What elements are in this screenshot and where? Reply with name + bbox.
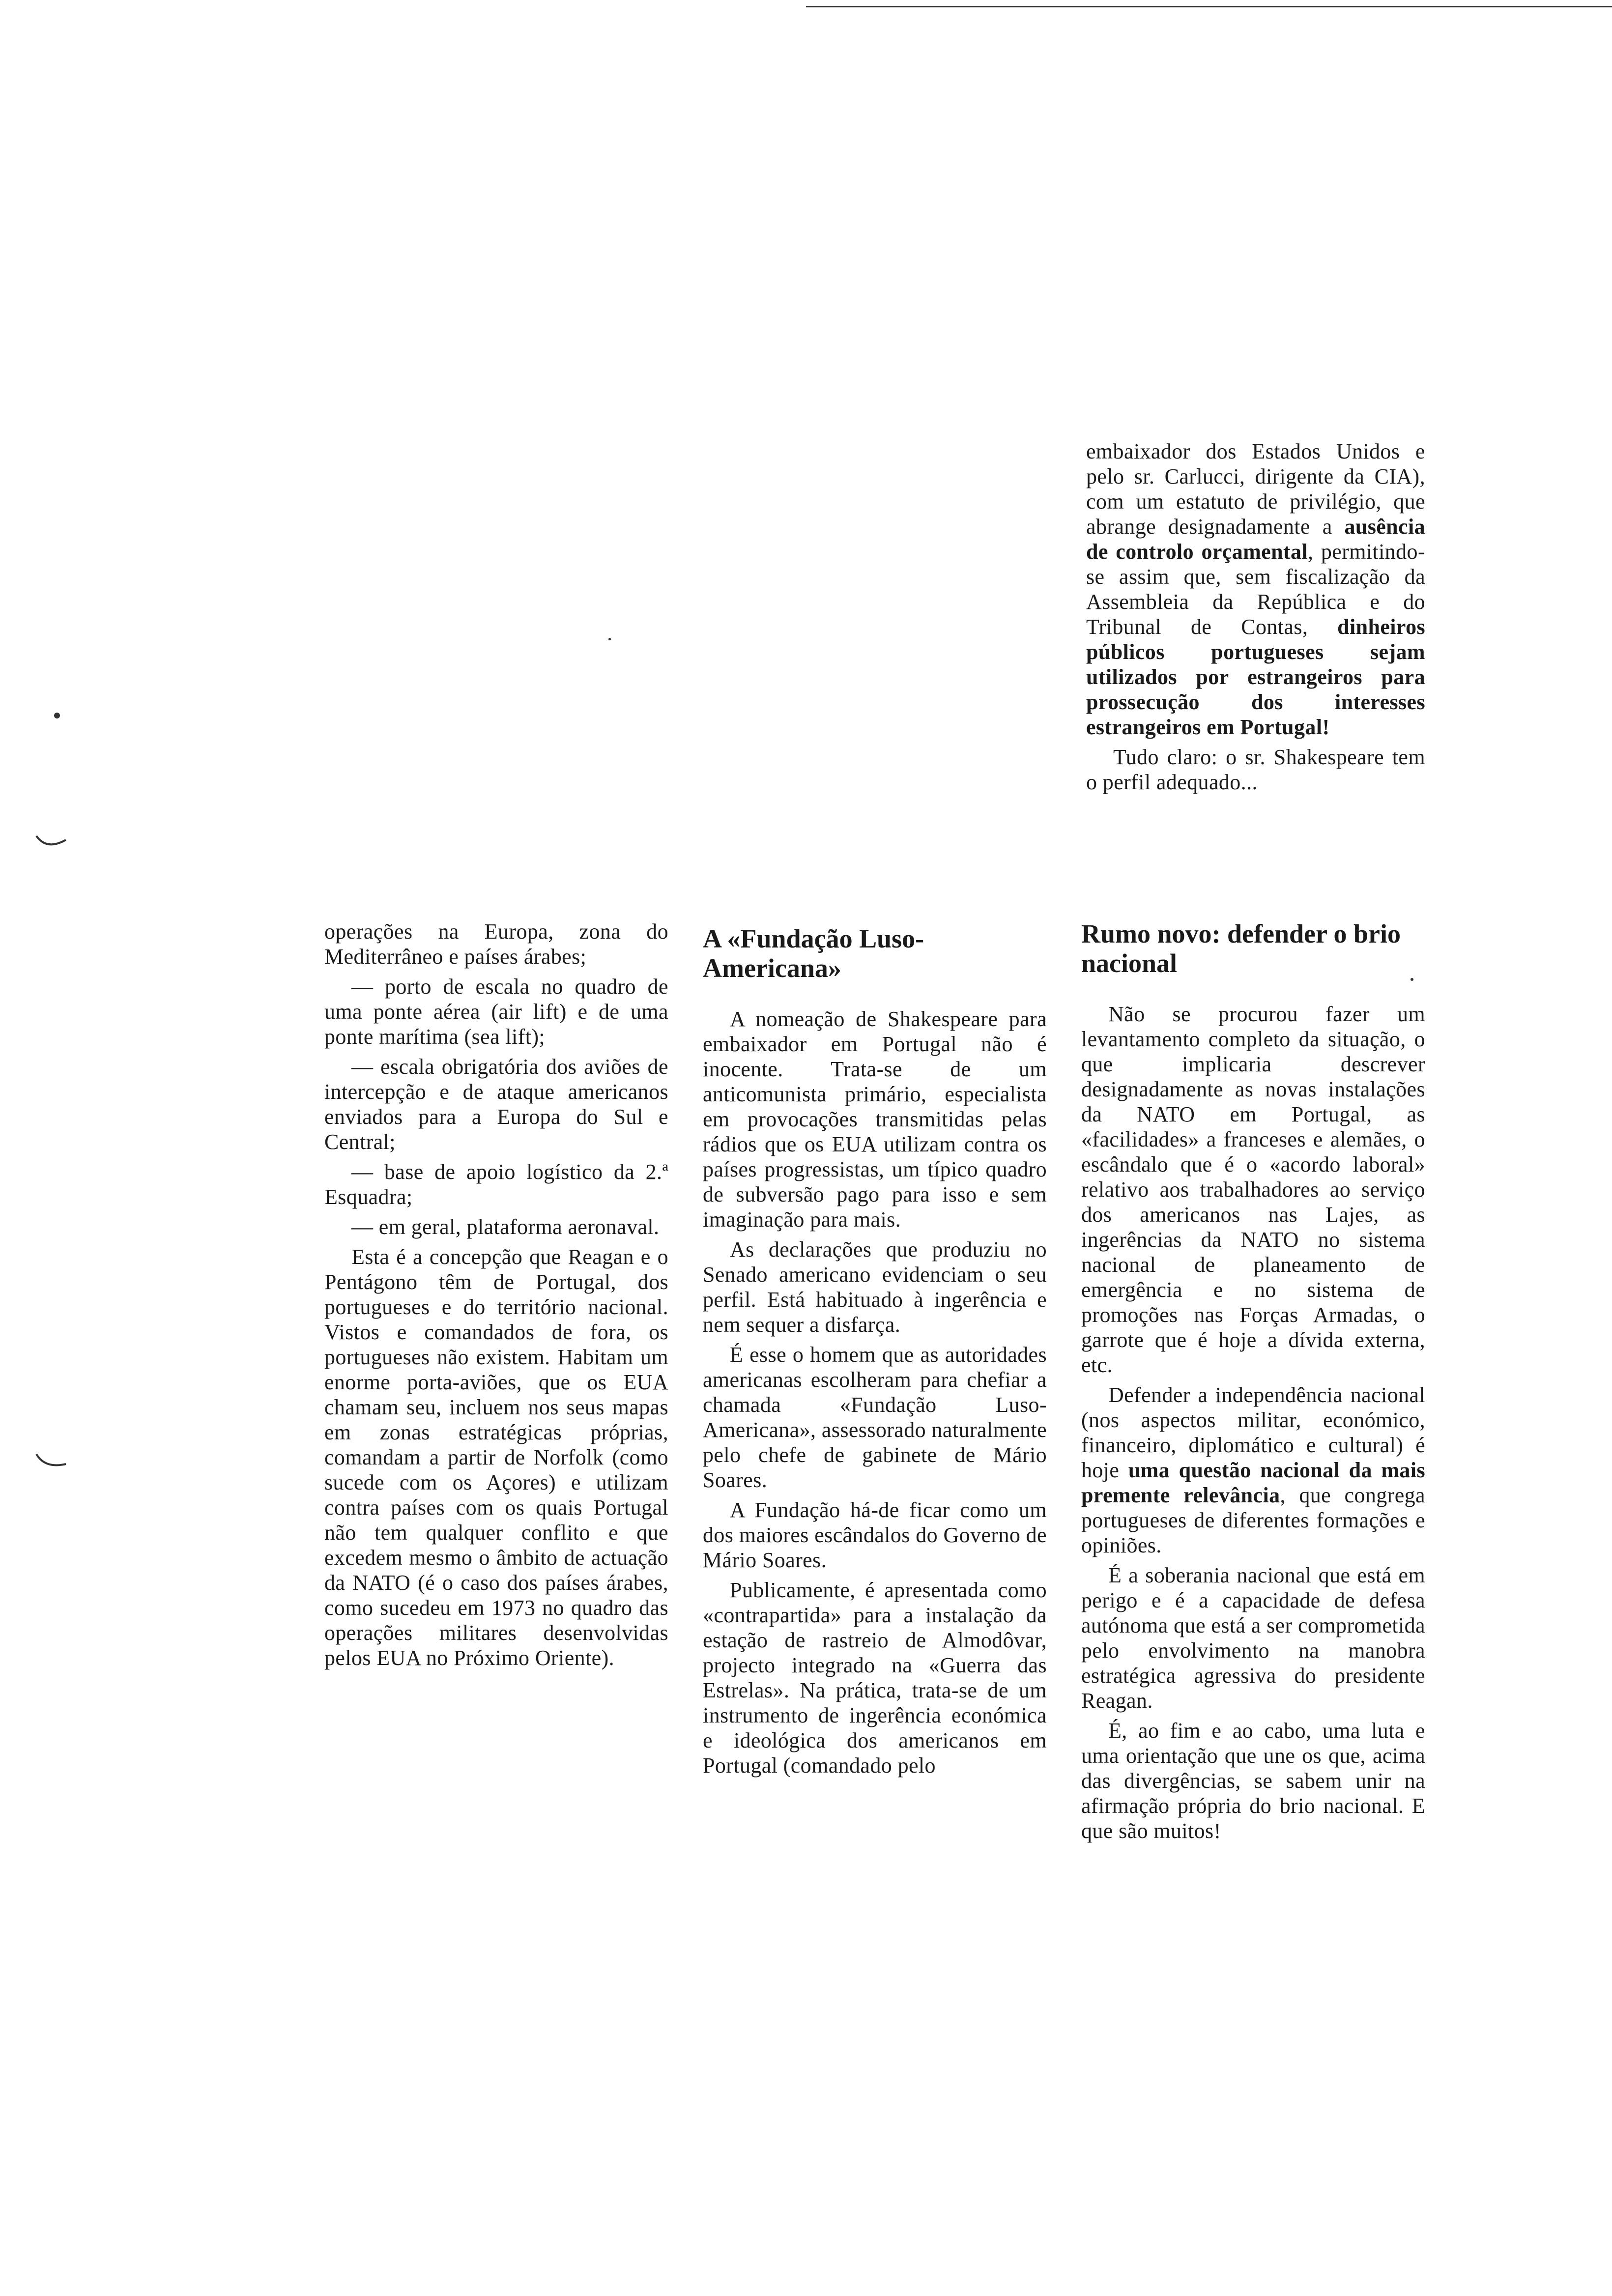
paragraph: As declarações que produziu no Senado americano evidenciam o seu perfil. Está habituado à ingerência e nem sequer a disfarça. (703, 1237, 1047, 1337)
continued-article-top (1086, 439, 1425, 795)
paragraph: Esta é a concepção que Reagan e o Pentágono têm de Portugal, dos portugueses e do território nacional. Vistos e comandados de fora, os portugueses não existem. Habitam um enorme porta-aviões, que os EUA chamam seu, incluem nos seus mapas em zonas estratégicas próprias, comandam a partir de Norfolk (como sucede com os Açores) e utilizam contra países com os quais Portugal não tem qualquer conflito e que excedem mesmo o âmbito de actuação da NATO (é o caso dos países árabes, como sucedeu em 1973 no quadro das operações militares desenvolvidas pelos EUA no Próximo Oriente). (324, 1245, 668, 1670)
binding-hole-mark (34, 833, 69, 853)
paragraph: A Fundação há-de ficar como um dos maiores escândalos do Governo de Mário Soares. (703, 1498, 1047, 1572)
article-column-middle (703, 924, 1047, 1778)
paragraph: Publicamente, é apresentada como «contrapartida» para a instalação da estação de rastreio de Almodôvar, projecto integrado na «Guerra das Estrelas». Na prática, trata-se de um instrumento de ingerência económica e ideológica dos americanos em Portugal (comandado pelo (703, 1578, 1047, 1778)
paragraph: Defender a independência nacional (nos aspectos militar, económico, financeiro, diplomático e cultural) é hoje uma questão nacional da mais premente relevância, que congrega portugueses de diferentes formações e opiniões. (1081, 1383, 1425, 1557)
article-column-left (324, 919, 668, 1670)
list-item: — porto de escala no quadro de uma ponte aérea (air lift) e de uma ponte marítima (sea lift); (324, 975, 668, 1049)
paragraph: É a soberania nacional que está em perigo e é a capacidade de defesa autónoma que está a ser comprometida pelo envolvimento na manobra estratégica agressiva do presidente Reagan. (1081, 1563, 1425, 1713)
section-heading: A «Fundação Luso-Americana» (703, 924, 924, 983)
article-column-right (1081, 919, 1425, 1843)
paragraph: É, ao fim e ao cabo, uma luta e uma orientação que une os que, acima das divergências, se sabem unir na afirmação própria do brio nacional. E que são muitos! (1081, 1719, 1425, 1843)
paragraph: embaixador dos Estados Unidos e pelo sr. Carlucci, dirigente da CIA), com um estatuto de privilégio, que abrange designadamente a ausência de controlo orçamental, permitindo-se assim que, sem fiscalização da Assembleia da República e do Tribunal de Contas, dinheiros públicos portugueses sejam utilizados por estrangeiros para prossecução dos interesses estrangeiros em Portugal! (1086, 439, 1426, 739)
paragraph: Não se procurou fazer um levantamento completo da situação, o que implicaria descrever designadamente as novas instalações da NATO em Portugal, as «facilidades» a franceses e alemães, o escândalo que é o «acordo laboral» relativo aos trabalhadores ao serviço dos americanos nas Lajes, as ingerências da NATO no sistema nacional de planeamento de emergência e no sistema de promoções nas Forças Armadas, o garrote que é hoje a dívida externa, etc. (1081, 1002, 1425, 1377)
paragraph: É esse o homem que as autoridades americanas escolheram para chefiar a chamada «Fundação Luso-Americana», assessorado naturalmente pelo chefe de gabinete de Mário Soares. (703, 1343, 1047, 1492)
paragraph: Tudo claro: o sr. Shakespeare tem o perfil adequado... (1086, 745, 1425, 794)
scan-speck (54, 713, 60, 718)
top-border-rule (806, 6, 1612, 7)
list-item: — escala obrigatória dos aviões de intercepção e de ataque americanos enviados para a Europa do Sul e Central; (324, 1055, 668, 1154)
binding-hole-mark (34, 1452, 69, 1472)
scan-speck (608, 638, 611, 640)
section-heading: Rumo novo: defender o brio nacional (1081, 919, 1401, 978)
list-item: — base de apoio logístico da 2.ª Esquadra; (324, 1160, 668, 1209)
paragraph: operações na Europa, zona do Mediterrâneo e países árabes; (324, 919, 668, 969)
paragraph: A nomeação de Shakespeare para embaixador em Portugal não é inocente. Trata-se de um anticomunista primário, especialista em provocações transmitidas pelas rádios que os EUA utilizam contra os países progressistas, um típico quadro de subversão pago para isso e sem imaginação para mais. (703, 1007, 1047, 1232)
list-item: — em geral, plataforma aeronaval. (351, 1215, 660, 1239)
